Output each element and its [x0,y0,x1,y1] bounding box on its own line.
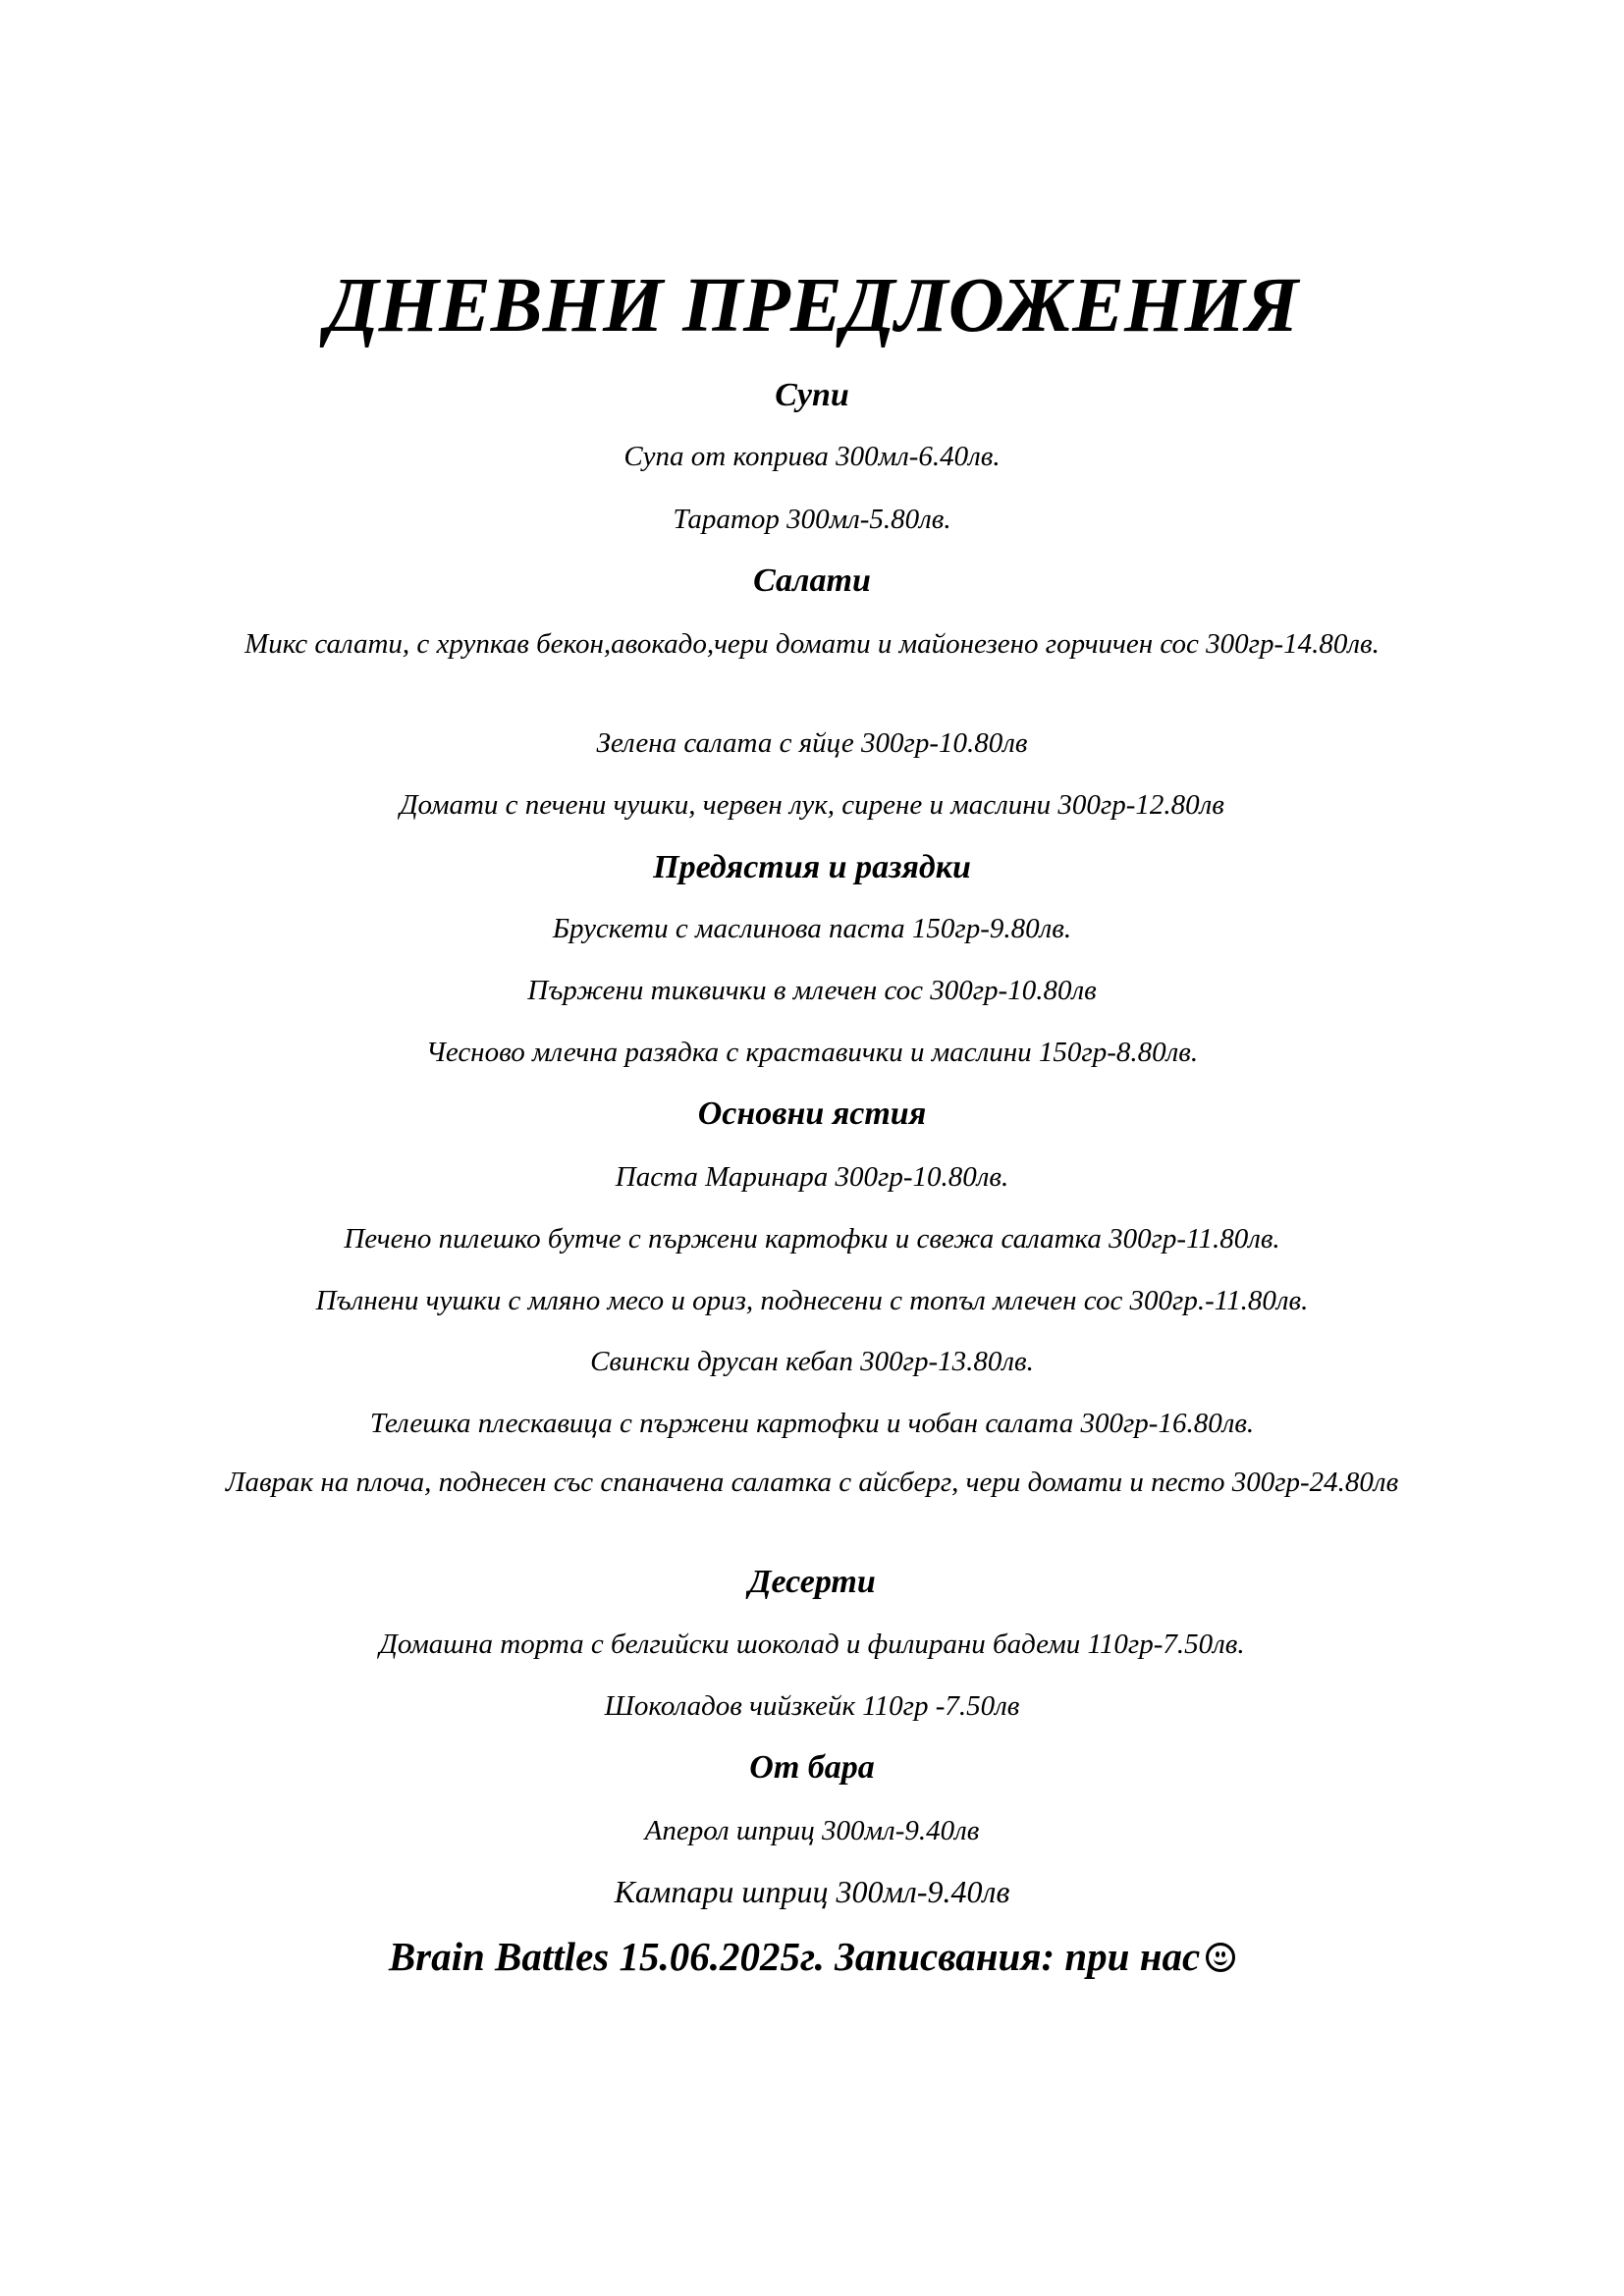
event-announcement-text: Brain Battles 15.06.2025г. Записвания: при нас [388,1934,1201,1979]
menu-item: Паста Маринара 300гр-10.80лв. [615,1161,1009,1193]
event-announcement [0,1930,1624,1983]
menu-item: Брускети с маслинова паста 150гр-9.80лв. [552,913,1072,944]
section-heading-soups: Супи [775,377,849,413]
menu-item: Свински друсан кебап 300гр-13.80лв. [590,1346,1034,1377]
menu-item: Зелена салата с яйце 300гр-10.80лв [596,727,1028,759]
menu-item: Пържени тиквички в млечен сос 300гр-10.80лв [527,975,1097,1006]
menu-item: Шоколадов чийзкейк 110гр -7.50лв [604,1690,1020,1722]
menu-item: Печено пилешко бутче с пържени картофки и свежа салатка 300гр-11.80лв. [344,1223,1280,1255]
menu-item: Лаврак на плоча, поднесен със спаначена салатка с айсберг, чери домати и песто 300гр-24.80лв [225,1467,1399,1498]
menu-item: Домати с печени чушки, червен лук, сирене и маслини 300гр-12.80лв [400,789,1224,821]
menu-item: Супа от коприва 300мл-6.40лв. [623,441,1001,472]
section-heading-bar: От бара [749,1749,875,1786]
smiley-icon [1206,1943,1235,1972]
section-heading-appetizers: Предястия и разядки [653,849,971,885]
menu-item: Домашна торта с белгийски шоколад и филирани бадеми 110гр-7.50лв. [379,1629,1245,1660]
menu-item: Микс салати, с хрупкав бекон,авокадо,чери домати и майонезено горчичен сос 300гр-14.80лв. [244,628,1380,660]
menu-item: Телешка плескавица с пържени картофки и чобан салата 300гр-16.80лв. [369,1408,1255,1439]
menu-item: Кампари шприц 300мл-9.40лв [614,1874,1010,1909]
section-heading-salads: Салати [753,562,871,599]
section-heading-desserts: Десерти [748,1564,876,1600]
section-heading-main-dishes: Основни ястия [697,1095,927,1132]
menu-item: Таратор 300мл-5.80лв. [673,504,951,535]
menu-item: Чесново млечна разядка с краставички и маслини 150гр-8.80лв. [425,1037,1199,1068]
menu-item: Аперол шприц 300мл-9.40лв [644,1815,980,1846]
menu-item: Пълнени чушки с мляно месо и ориз, поднесени с топъл млечен сос 300гр.-11.80лв. [315,1285,1309,1316]
page-title: ДНЕВНИ ПРЕДЛОЖЕНИЯ [325,263,1299,348]
